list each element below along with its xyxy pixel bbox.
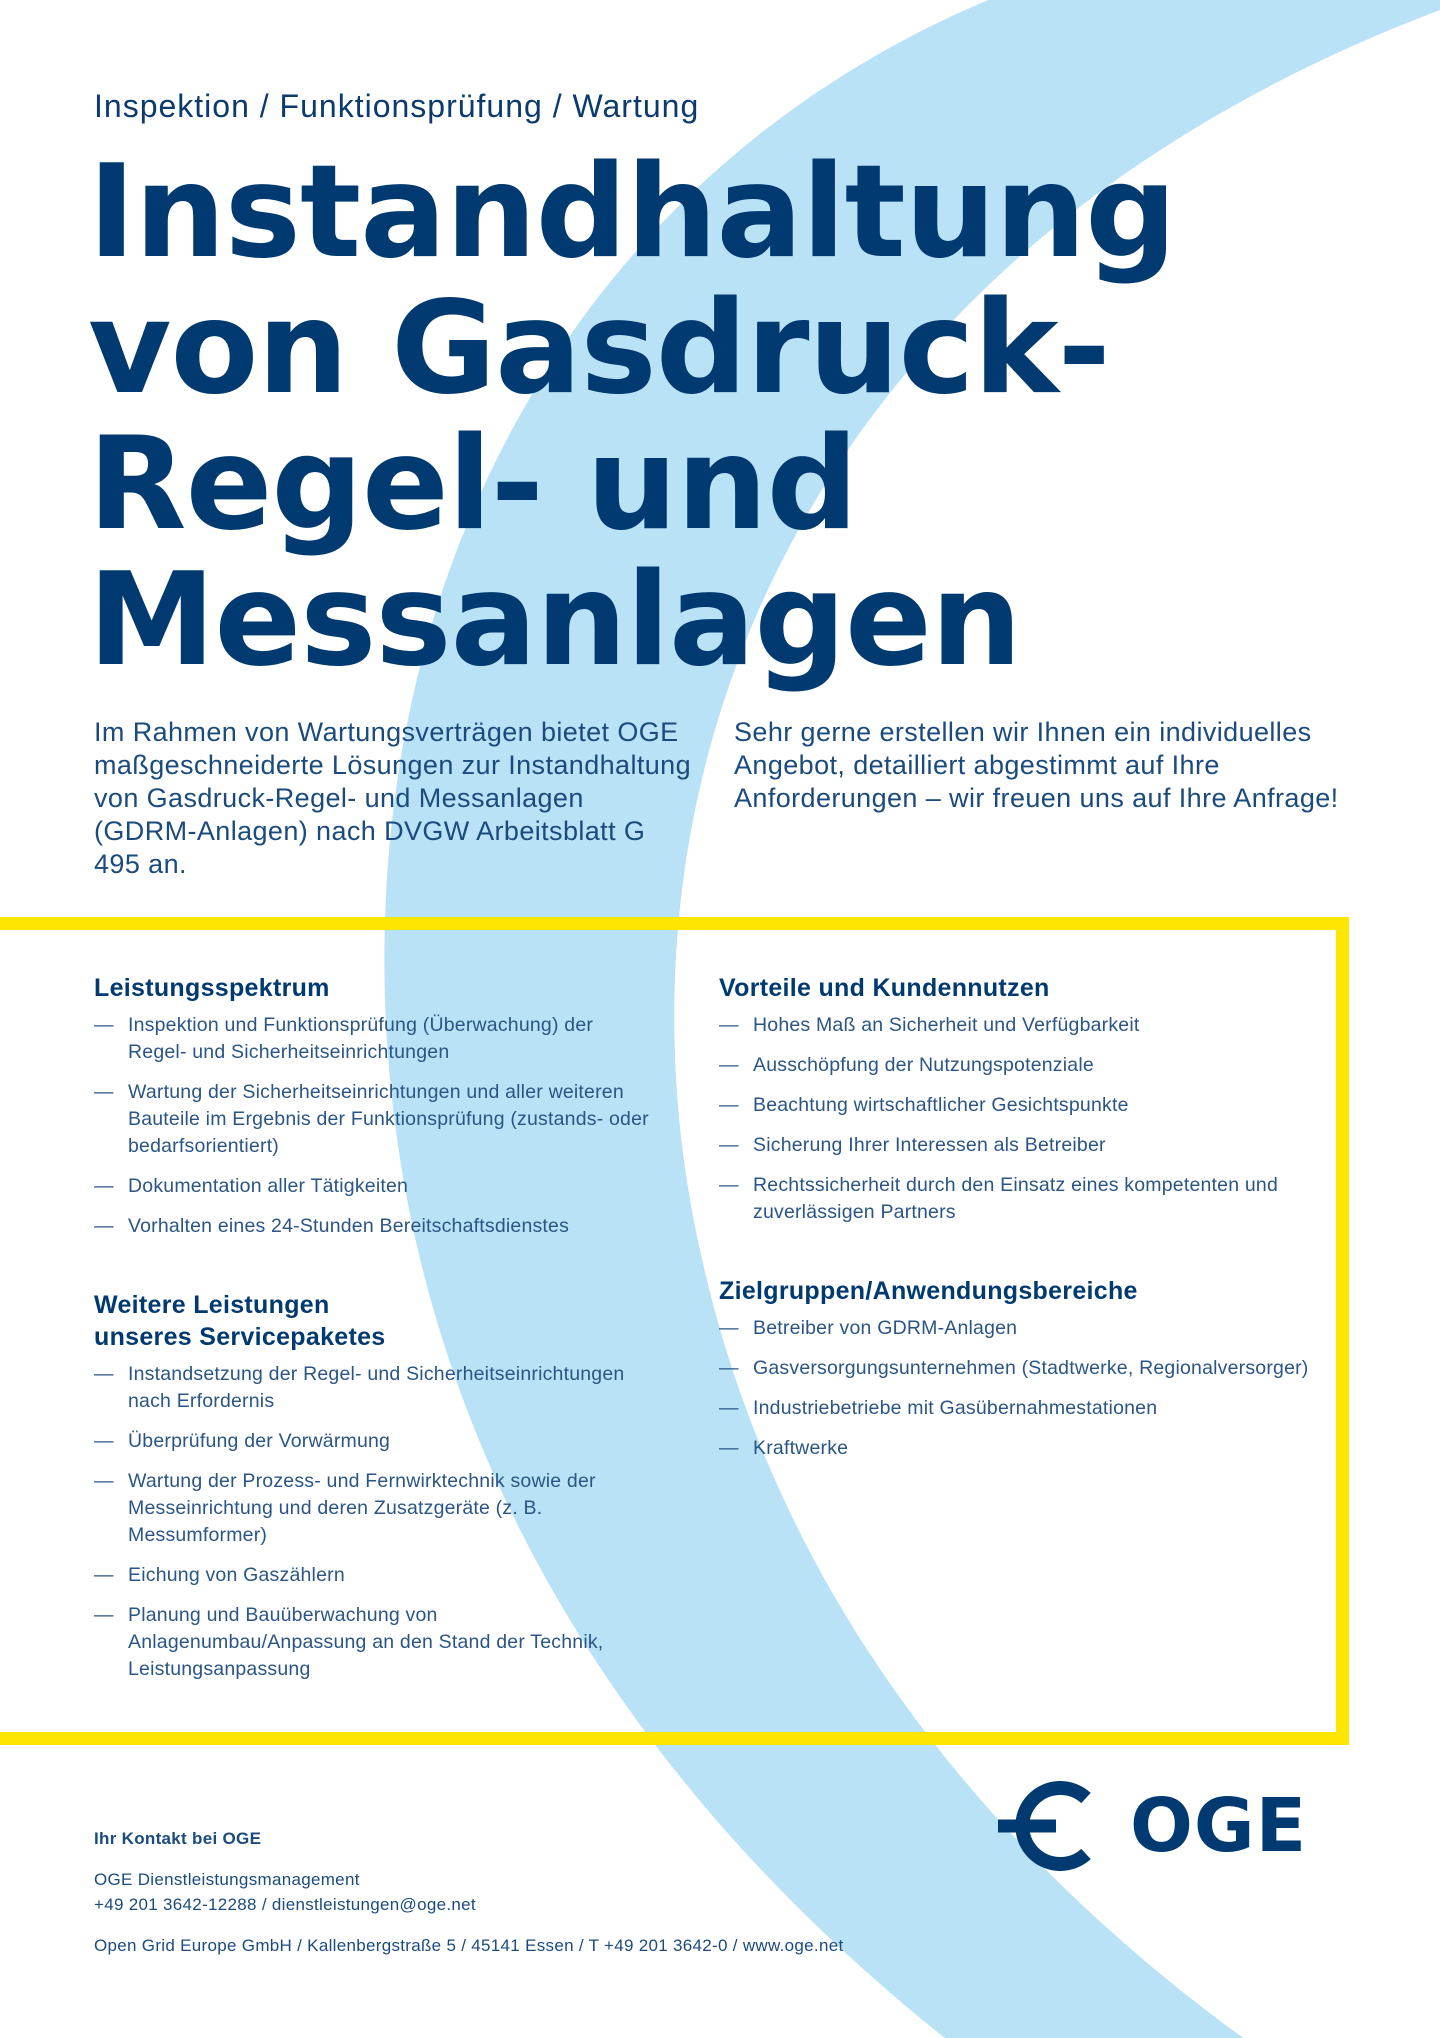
- list-item: — Ausschöpfung der Nutzungspotenziale: [719, 1052, 1319, 1079]
- list-item: — Betreiber von GDRM-Anlagen: [719, 1315, 1319, 1342]
- list-item: — Vorhalten eines 24-Stunden Bereitschaftsdienstes: [94, 1213, 654, 1240]
- company-footer: Open Grid Europe GmbH / Kallenbergstraße 5 / 45141 Essen / T +49 201 3642-0 / www.oge.net: [94, 1936, 844, 1955]
- vorteile-list: [719, 1012, 1319, 1226]
- zielgruppen-list: [719, 1315, 1319, 1462]
- list-item: — Wartung der Sicherheitseinrichtungen und aller weiteren Bauteile im Ergebnis der Funktionsprüfung (zustands- oder bedarfsorientiert): [94, 1081, 649, 1157]
- dash-icon: —: [719, 1397, 739, 1419]
- oge-symbol-icon: [998, 1776, 1118, 1876]
- dash-icon: —: [719, 1317, 739, 1339]
- section-title-leistungsspektrum: Leistungsspektrum: [94, 974, 330, 1002]
- list-item: — Inspektion und Funktionsprüfung (Überwachung) der Regel- und Sicherheitseinrichtungen: [94, 1014, 594, 1063]
- leistungsspektrum-list: [94, 1012, 654, 1240]
- dash-icon: —: [94, 1215, 114, 1237]
- list-item: — Rechtssicherheit durch den Einsatz eines kompetenten und zuverlässigen Partners: [719, 1174, 1279, 1223]
- contact-department: OGE Dienstleistungsmanagement: [94, 1870, 360, 1889]
- right-column: [719, 972, 1319, 1475]
- intro-paragraph-left: Im Rahmen von Wartungsverträgen bietet OGE maßgeschneiderte Lösungen zur Instandhaltung von Gasdruck-Regel- und Messanlagen (GDRM-Anlagen) nach DVGW Arbeitsblatt G 495 an.: [94, 717, 691, 879]
- contact-block: [94, 1826, 994, 1958]
- title-line-1: Instandhaltung: [88, 138, 1176, 287]
- contact-heading: Ihr Kontakt bei OGE: [94, 1829, 262, 1848]
- list-item: — Sicherung Ihrer Interessen als Betreiber: [719, 1132, 1319, 1159]
- list-item: — Instandsetzung der Regel- und Sicherheitseinrichtungen nach Erfordernis: [94, 1363, 625, 1412]
- list-item: — Überprüfung der Vorwärmung: [94, 1428, 654, 1455]
- dash-icon: —: [719, 1054, 739, 1076]
- title-line-4: Messanlagen: [88, 546, 1021, 695]
- dash-icon: —: [94, 1604, 114, 1626]
- dash-icon: —: [94, 1014, 114, 1036]
- list-item: — Kraftwerke: [719, 1435, 1319, 1462]
- dash-icon: —: [94, 1175, 114, 1197]
- dash-icon: —: [719, 1174, 739, 1196]
- contact-phone-email: +49 201 3642-12288 / dienstleistungen@oge.net: [94, 1895, 476, 1914]
- oge-logo: [998, 1776, 1318, 1876]
- list-item: — Dokumentation aller Tätigkeiten: [94, 1173, 654, 1200]
- list-item: — Wartung der Prozess- und Fernwirktechnik sowie der Messeinrichtung und deren Zusatzgeräte (z. B. Messumformer): [94, 1470, 596, 1546]
- dash-icon: —: [94, 1081, 114, 1103]
- page-title: [88, 138, 1176, 695]
- dash-icon: —: [719, 1357, 739, 1379]
- dash-icon: —: [94, 1470, 114, 1492]
- section-title-vorteile: Vorteile und Kundennutzen: [719, 974, 1050, 1002]
- dash-icon: —: [94, 1363, 114, 1385]
- list-item: — Planung und Bauüberwachung von Anlagenumbau/Anpassung an den Stand der Technik, Leistungsanpassung: [94, 1604, 604, 1680]
- dash-icon: —: [94, 1564, 114, 1586]
- dash-icon: —: [719, 1134, 739, 1156]
- kicker-breadcrumb: Inspektion / Funktionsprüfung / Wartung: [94, 88, 700, 124]
- dash-icon: —: [94, 1430, 114, 1452]
- dash-icon: —: [719, 1094, 739, 1116]
- section-title-zielgruppen: Zielgruppen/Anwendungsbereiche: [719, 1277, 1138, 1305]
- intro-paragraph-right: Sehr gerne erstellen wir Ihnen ein individuelles Angebot, detailliert abgestimmt auf Ihre Anforderungen – wir freuen uns auf Ihre Anfrage!: [734, 717, 1339, 813]
- list-item: — Gasversorgungsunternehmen (Stadtwerke, Regionalversorger): [719, 1355, 1319, 1382]
- list-item: — Eichung von Gaszählern: [94, 1562, 654, 1589]
- section-title-weitere-leistungen: Weitere Leistungen unseres Servicepaketes: [94, 1291, 386, 1351]
- left-column: [94, 972, 654, 1696]
- list-item: — Hohes Maß an Sicherheit und Verfügbarkeit: [719, 1012, 1319, 1039]
- list-item: — Beachtung wirtschaftlicher Gesichtspunkte: [719, 1092, 1319, 1119]
- dash-icon: —: [719, 1437, 739, 1459]
- title-line-2: von Gasdruck-: [88, 274, 1110, 423]
- weitere-leistungen-list: [94, 1361, 654, 1683]
- logo-wordmark: OGE: [1130, 1783, 1308, 1869]
- list-item: — Industriebetriebe mit Gasübernahmestationen: [719, 1395, 1319, 1422]
- title-line-3: Regel- und: [88, 410, 858, 559]
- dash-icon: —: [719, 1014, 739, 1036]
